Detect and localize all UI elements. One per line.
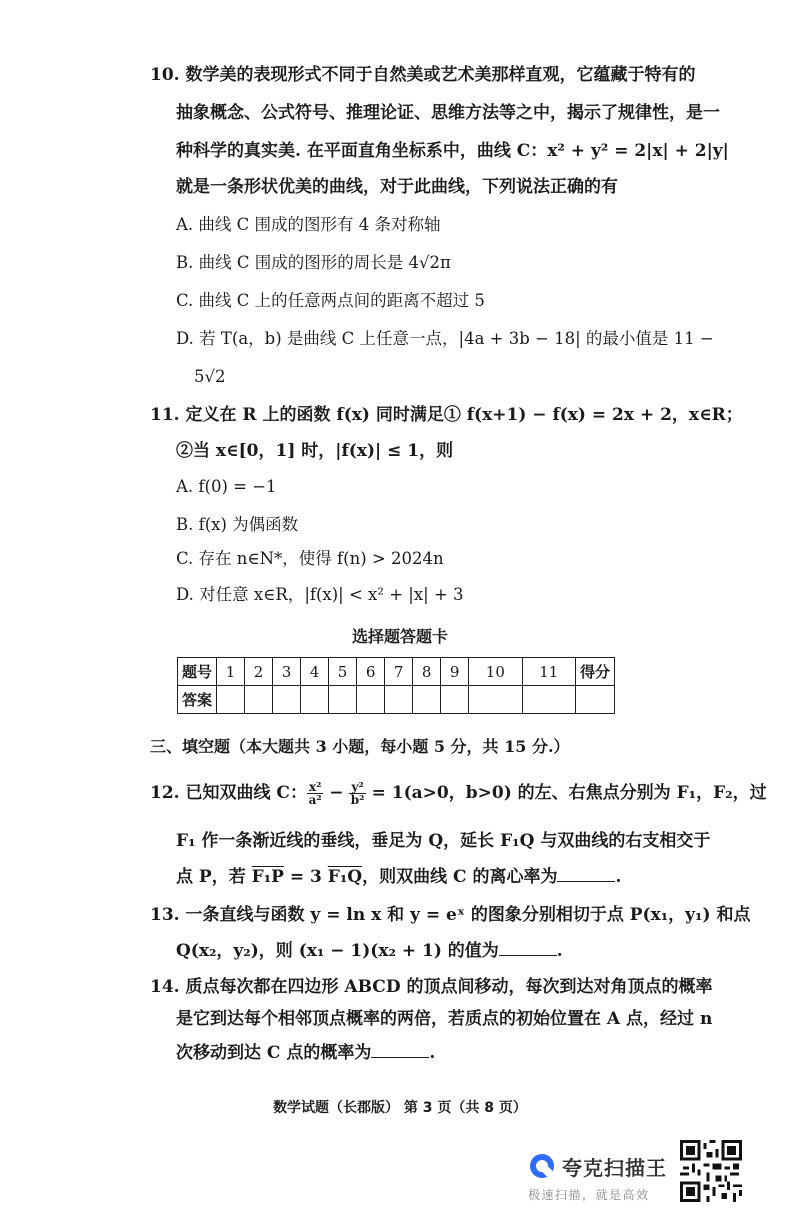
answer-card-number: 8	[413, 658, 441, 686]
q10-line4: 就是一条形状优美的曲线，对于此曲线，下列说法正确的有	[176, 177, 618, 197]
answer-card-answer-row	[178, 686, 615, 714]
answer-card-score-label: 得分	[576, 658, 615, 686]
q12-minus: −	[323, 783, 350, 803]
qr-code-icon	[680, 1140, 742, 1202]
answer-card-number: 9	[441, 658, 469, 686]
answer-card-row2-label: 答案	[178, 686, 217, 714]
answer-cell	[301, 686, 329, 714]
q12-line3-mid: = 3	[283, 867, 328, 887]
scanner-logo-icon	[528, 1152, 556, 1180]
vector-f1p: F₁P	[251, 867, 284, 887]
fraction-numerator: x²	[308, 780, 322, 794]
answer-card-number: 6	[357, 658, 385, 686]
answer-cell	[413, 686, 441, 714]
answer-card-row1-label: 题号	[178, 658, 217, 686]
q12-line1	[150, 778, 767, 808]
q13-period: .	[556, 941, 563, 961]
answer-cell	[385, 686, 413, 714]
q10-option-d: D. 若 T(a，b) 是曲线 C 上任意一点，|4a + 3b − 18| 的最小值是 11 −	[176, 329, 714, 348]
q12-line3-end: ，则双曲线 C 的离心率为	[362, 867, 558, 887]
answer-card-number: 1	[217, 658, 245, 686]
q12-line2: F₁ 作一条渐近线的垂线，垂足为 Q，延长 F₁Q 与双曲线的右支相交于	[176, 831, 711, 851]
q11-option-c: C. 存在 n∈N*，使得 f(n) > 2024n	[176, 549, 444, 568]
q12-line3	[176, 866, 621, 888]
q14-period: .	[429, 1043, 436, 1063]
q11-option-d: D. 对任意 x∈R，|f(x)| < x² + |x| + 3	[176, 585, 464, 604]
answer-card-number-row	[178, 658, 615, 686]
q14-line3-text: 次移动到达 C 点的概率为	[176, 1043, 372, 1063]
answer-card-number: 7	[385, 658, 413, 686]
scanner-watermark	[528, 1148, 678, 1208]
q11-line1: 11. 定义在 R 上的函数 f(x) 同时满足① f(x+1) − f(x) = 2x + 2，x∈R；	[150, 405, 743, 425]
section3-heading: 三、填空题（本大题共 3 小题，每小题 5 分，共 15 分.）	[150, 737, 570, 756]
answer-cell	[441, 686, 469, 714]
answer-blank	[557, 867, 615, 882]
answer-cell	[329, 686, 357, 714]
fraction-denominator: b²	[350, 793, 365, 807]
fraction-denominator: a²	[308, 793, 322, 807]
q12-prefix: 12. 已知双曲线 C：	[150, 783, 307, 803]
answer-card-number: 2	[245, 658, 273, 686]
q13-line2	[176, 940, 563, 962]
q14-line2: 是它到达每个相邻顶点概率的两倍，若质点的初始位置在 A 点，经过 n	[176, 1009, 713, 1029]
fraction-y2-b2	[349, 781, 365, 806]
q11-line2: ②当 x∈[0，1] 时，|f(x)| ≤ 1，则	[176, 441, 454, 461]
answer-cell	[522, 686, 575, 714]
answer-card-table	[177, 657, 615, 714]
q12-period: .	[615, 867, 622, 887]
q13-line2-text: Q(x₂，y₂)，则 (x₁ − 1)(x₂ + 1) 的值为	[176, 941, 499, 961]
answer-blank	[371, 1043, 429, 1058]
q14-line3	[176, 1042, 435, 1064]
answer-cell	[469, 686, 522, 714]
q10-line2: 抽象概念、公式符号、推理论证、思维方法等之中，揭示了规律性，是一	[176, 103, 720, 123]
q10-option-d-cont: 5√2	[194, 367, 226, 386]
q10-option-c: C. 曲线 C 上的任意两点间的距离不超过 5	[176, 291, 485, 310]
watermark-slogan: 极速扫描，就是高效	[528, 1188, 650, 1202]
answer-cell	[245, 686, 273, 714]
answer-cell	[357, 686, 385, 714]
page-footer: 数学试题（长郡版） 第 3 页（共 8 页）	[273, 1100, 527, 1116]
answer-cell	[273, 686, 301, 714]
answer-cell	[217, 686, 245, 714]
q14-line1: 14. 质点每次都在四边形 ABCD 的顶点间移动，每次到达对角顶点的概率	[150, 977, 713, 997]
watermark-brand: 夸克扫描王	[562, 1156, 667, 1180]
answer-blank	[499, 941, 557, 956]
q11-option-b: B. f(x) 为偶函数	[176, 515, 299, 534]
vector-f1q: F₁Q	[327, 867, 363, 887]
fraction-numerator: y²	[351, 780, 364, 794]
q10-line3: 种科学的真实美. 在平面直角坐标系中，曲线 C：x² + y² = 2|x| + 2|y|	[176, 141, 729, 161]
answer-card-title: 选择题答题卡	[351, 627, 448, 646]
answer-card-number: 10	[469, 658, 522, 686]
answer-card-number: 11	[522, 658, 575, 686]
q13-line1: 13. 一条直线与函数 y = ln x 和 y = eˣ 的图象分别相切于点 P(x₁，y₁) 和点	[150, 905, 751, 925]
q12-line3-start: 点 P，若	[176, 867, 252, 887]
fraction-x2-a2	[307, 781, 323, 806]
answer-card-number: 3	[273, 658, 301, 686]
score-cell	[576, 686, 615, 714]
q10-option-a: A. 曲线 C 围成的图形有 4 条对称轴	[176, 215, 441, 234]
q10-line1: 10. 数学美的表现形式不同于自然美或艺术美那样直观，它蕴藏于特有的	[150, 65, 696, 85]
q11-option-a: A. f(0) = −1	[176, 477, 277, 496]
answer-card-number: 4	[301, 658, 329, 686]
q10-option-b: B. 曲线 C 围成的图形的周长是 4√2π	[176, 253, 451, 272]
q12-suffix: = 1(a>0，b>0) 的左、右焦点分别为 F₁，F₂，过	[365, 783, 767, 803]
answer-card-number: 5	[329, 658, 357, 686]
